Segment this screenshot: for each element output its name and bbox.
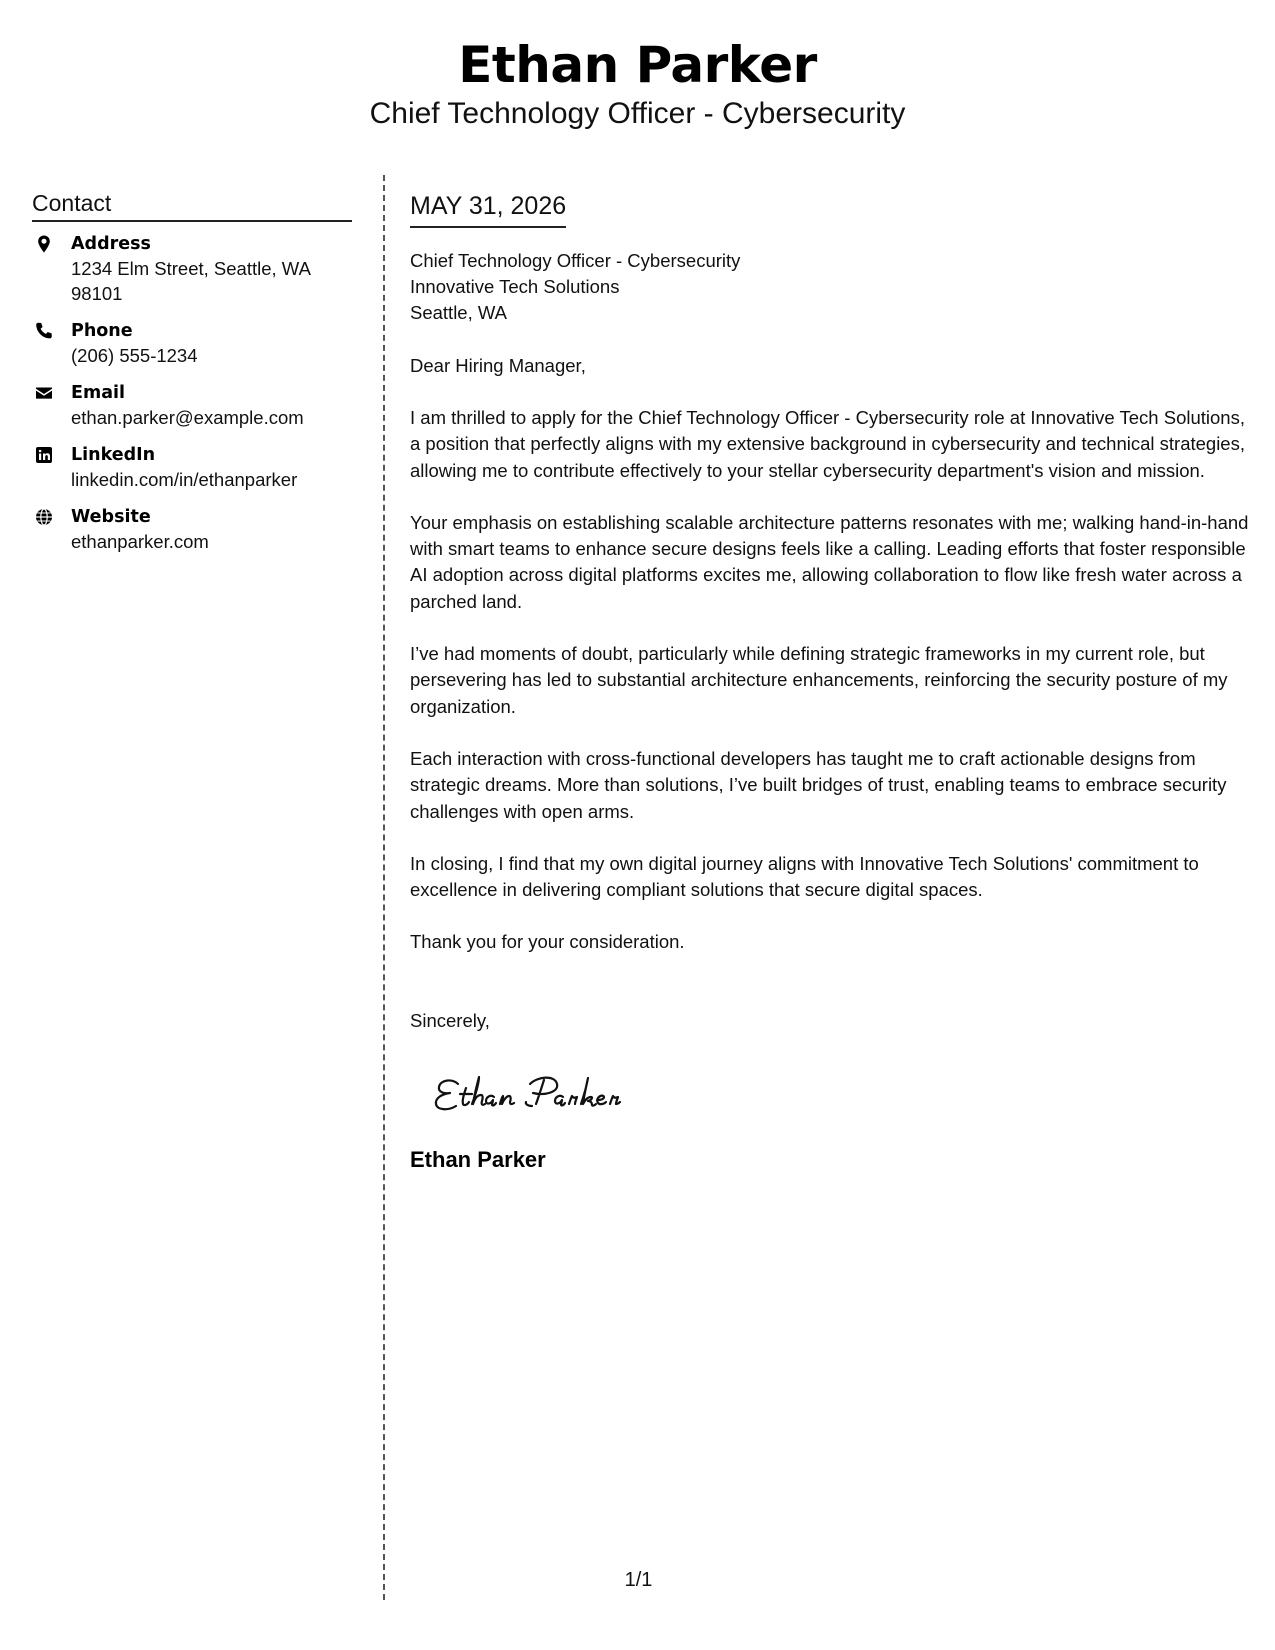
salutation: Dear Hiring Manager, <box>410 355 586 376</box>
contact-value: ethanparker.com <box>71 531 209 552</box>
contact-label: Email <box>71 383 125 403</box>
body-paragraph: Your emphasis on establishing scalable architecture patterns resonates with me; walking hand-in-hand with smart teams to enhance secure designs feels like a calling. Leading efforts that foster responsible AI adoption across digital platforms excites me, allowing collaboration to flow like fresh water across a parched land. <box>410 511 1249 612</box>
recipient-company: Innovative Tech Solutions <box>410 276 620 297</box>
contact-label: LinkedIn <box>71 445 156 465</box>
letter-body <box>410 190 1250 1174</box>
contact-item-linkedin <box>32 443 352 492</box>
body-paragraph: Thank you for your consideration. <box>410 931 685 953</box>
contact-list <box>32 232 352 554</box>
contact-label: Phone <box>71 321 133 341</box>
signer-name: Ethan Parker <box>410 1146 546 1172</box>
contact-item-address <box>32 232 352 306</box>
envelope-icon <box>34 383 54 403</box>
page-number <box>0 1568 1275 1592</box>
contact-value: ethan.parker@example.com <box>71 407 304 428</box>
contact-item-email <box>32 381 352 430</box>
map-marker-icon <box>34 234 54 254</box>
recipient-position: Chief Technology Officer - Cybersecurity <box>410 250 741 271</box>
applicant-title: Chief Technology Officer - Cybersecurity <box>369 97 906 130</box>
body-paragraph: In closing, I find that my own digital journey aligns with Innovative Tech Solutions' commitment to excellence in delivering compliant solutions that secure digital spaces. <box>410 852 1199 901</box>
recipient-block <box>410 248 1250 326</box>
recipient-location: Seattle, WA <box>410 302 507 323</box>
column-divider <box>383 175 385 1600</box>
body-paragraph: I’ve had moments of doubt, particularly while defining strategic frameworks in my current role, but persevering has led to substantial architecture enhancements, reinforcing the security posture of my organization. <box>410 643 1228 717</box>
contact-sidebar <box>32 188 352 567</box>
contact-value: linkedin.com/in/ethanparker <box>71 469 298 490</box>
contact-label: Website <box>71 507 151 527</box>
letter-date: MAY 31, 2026 <box>410 190 566 228</box>
linkedin-icon <box>34 445 54 465</box>
globe-icon <box>34 507 54 527</box>
body-paragraph: Each interaction with cross-functional developers has taught me to craft actionable designs from strategic dreams. More than solutions, I’ve built bridges of trust, enabling teams to embrace security challenges with open arms. <box>410 747 1227 822</box>
page-number-text: 1/1 <box>624 1569 653 1591</box>
contact-value: 1234 Elm Street, Seattle, WA 98101 <box>71 258 310 304</box>
handwritten-signature <box>428 1060 668 1120</box>
contact-heading: Contact <box>32 188 352 222</box>
contact-item-phone <box>32 319 352 368</box>
closing: Sincerely, <box>410 1009 490 1031</box>
body-paragraph: I am thrilled to apply for the Chief Technology Officer - Cybersecurity role at Innovative Tech Solutions, a position that perfectly aligns with my extensive background in cybersecurity and technical strategies, allowing me to contribute effectively to your stellar cybersecurity department's vision and mission. <box>410 407 1245 481</box>
contact-item-website <box>32 505 352 554</box>
applicant-name: Ethan Parker <box>458 36 817 94</box>
contact-label: Address <box>71 234 151 254</box>
contact-value: (206) 555-1234 <box>71 345 198 366</box>
phone-icon <box>34 321 54 341</box>
letter-header <box>0 34 1275 132</box>
